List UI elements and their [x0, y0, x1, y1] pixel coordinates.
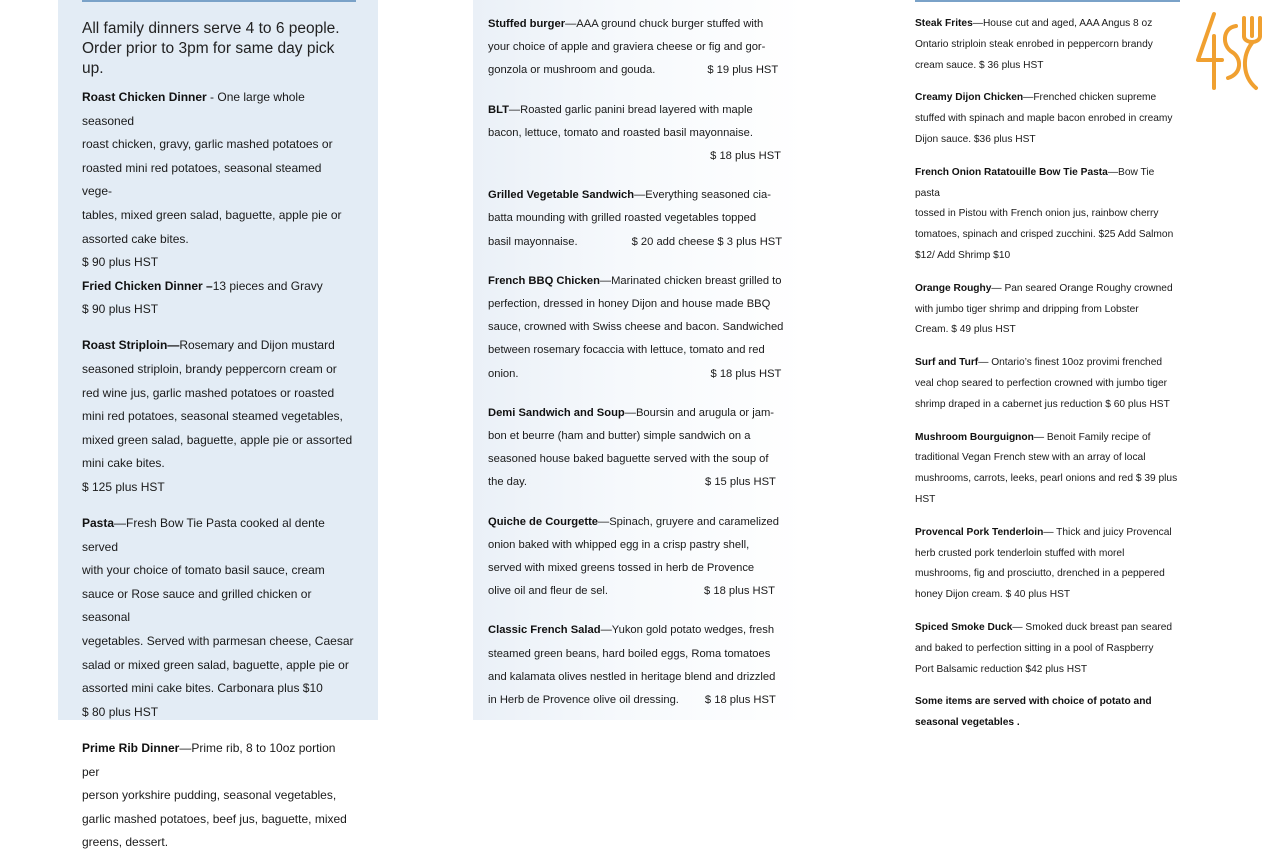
menu-item-roast-chicken-dinner: Roast Chicken Dinner - One large whole seasoned roast chicken, gravy, garlic mashed potatoes or roasted mini red potatoes, seasonal steamed vege- tables, mixed green salad, baguette, apple pie or assorted cake bites. $ 90 plus HST: [82, 90, 342, 270]
menu-item-steak-frites: Steak Frites—House cut and aged, AAA Angus 8 oz Ontario striploin steak enrobed in peppercorn brandy cream sauce. $ 36 plus HST: [915, 18, 1153, 71]
item-name: Stuffed burger: [488, 18, 566, 30]
menu-item-quiche-de-courgette: Quiche de Courgette—Spinach, gruyere and caramelized onion baked with whipped egg in a crisp pastry shell, served with mixed greens tossed in herb de Provence olive oil and fleur de sel. $ 18 plus HST: [488, 515, 779, 598]
fork-spoon-logo-icon: [1192, 10, 1266, 94]
column-top-rule: [915, 0, 1180, 2]
menu-item-roast-striploin: Roast Striploin—Rosemary and Dijon mustard seasoned striploin, brandy peppercorn cream or red wine jus, garlic mashed potatoes or roasted mini red potatoes, seasonal steamed vegetables, mixed green salad, baguette, apple pie or assorted mini cake bites. $ 125 plus HST: [82, 338, 353, 494]
menu-item-stuffed-burger: Stuffed burger—AAA ground chuck burger stuffed with your choice of apple and graviera cheese or fig and gor- gonzola or mushroom and gouda. $ 19 plus HST: [488, 18, 779, 77]
item-price: $ 20 add cheese $ 3 plus HST: [631, 235, 783, 248]
item-name: Fried Chicken Dinner –: [82, 278, 213, 293]
item-name: Classic French Salad: [488, 624, 601, 637]
menu-item-creamy-dijon-chicken: Creamy Dijon Chicken—Frenched chicken supreme stuffed with spinach and maple bacon enrobed in creamy Dijon sauce. $36 plus HST: [915, 92, 1173, 145]
item-name: Prime Rib Dinner: [82, 740, 180, 755]
menu-item-mushroom-bourguignon: Mushroom Bourguignon— Benoit Family recipe of traditional Vegan French stew with an array of local mushrooms, carrots, leeks, pearl onions and red $ 39 plus HST: [915, 431, 1178, 505]
menu-item-blt: BLT—Roasted garlic panini bread layered with maple bacon, lettuce, tomato and roasted basil mayonnaise. $ 18 plus HST: [488, 99, 785, 169]
item-name: Roast Chicken Dinner: [82, 90, 207, 104]
item-price: $ 90 plus HST: [82, 302, 159, 317]
item-price: $ 18 plus HST: [710, 150, 781, 163]
item-price: $ 90 plus HST: [82, 255, 159, 270]
item-name: BLT: [488, 103, 509, 116]
item-name: Creamy Dijon Chicken: [915, 92, 1024, 104]
item-price: $ 18 plus HST: [704, 694, 776, 707]
item-price: $ 15 plus HST: [704, 476, 776, 489]
menu-item-french-onion-ratatouille-pasta: French Onion Ratatouille Bow Tie Pasta—Bow Tie pasta tossed in Pistou with French onion jus, rainbow cherry tomatoes, spinach and crisped zucchini. $25 Add Salmon $12/ Add Shrimp $10: [915, 166, 1174, 261]
intro-line-2: Order prior to 3pm for same day pick up.: [82, 40, 335, 77]
item-name: French Onion Ratatouille Bow Tie Pasta: [915, 166, 1108, 178]
item-price: $ 19 plus HST: [707, 64, 779, 77]
menu-item-fried-chicken-dinner: Fried Chicken Dinner –13 pieces and Gravy $ 90 plus HST: [82, 278, 323, 317]
menu-item-demi-sandwich-and-soup: Demi Sandwich and Soup—Boursin and arugula or jam- bon et beurre (ham and butter) simple sandwich on a seasoned house baked baguette served with the soup of the day. $ 15 plus HST: [488, 406, 776, 489]
sandwiches-salads-column: [473, 0, 803, 720]
item-name: Grilled Vegetable Sandwich: [488, 189, 635, 202]
item-name: Pasta: [82, 516, 115, 531]
menu-item-classic-french-salad: Classic French Salad—Yukon gold potato wedges, fresh steamed green beans, hard boiled eggs, Roma tomatoes and kalamata olives nestled in heritage blend and drizzled in Herb de Provence olive oil dressing. $ 18 plus HST: [488, 624, 776, 707]
menu-item-orange-roughy: Orange Roughy— Pan seared Orange Roughy crowned with jumbo tiger shrimp and dripping from Lobster Cream. $ 49 plus HST: [915, 282, 1173, 336]
menu-item-french-bbq-chicken: French BBQ Chicken—Marinated chicken breast grilled to perfection, dressed in honey Dijon and house made BBQ sauce, crowned with Swiss cheese and bacon. Sandwiched between rosemary focaccia with lettuce, tomato and red onion. $ 18 plus HST: [488, 274, 784, 380]
item-name: Mushroom Bourguignon: [915, 431, 1034, 443]
item-price: $ 80 plus HST: [82, 704, 159, 719]
menu-item-prime-rib-dinner: Prime Rib Dinner—Prime rib, 8 to 10oz portion per person yorkshire pudding, seasonal vegetables, garlic mashed potatoes, beef jus, baguette, mixed greens, dessert.: [82, 740, 347, 850]
intro-line-1: All family dinners serve 4 to 6 people.: [82, 20, 340, 37]
column-top-rule: [82, 0, 356, 2]
item-name: Provencal Pork Tenderloin: [915, 526, 1044, 538]
item-name: Quiche de Courgette: [488, 515, 599, 528]
family-dinners-column: [58, 0, 378, 850]
menu-item-spiced-smoke-duck: Spiced Smoke Duck— Smoked duck breast pan seared and baked to perfection sitting in a pool of Raspberry Port Balsamic reduction $42 plus HST: [915, 621, 1173, 675]
item-name: Demi Sandwich and Soup: [488, 406, 625, 419]
item-name: Spiced Smoke Duck: [915, 621, 1013, 633]
menu-item-provencal-pork-tenderloin: Provencal Pork Tenderloin— Thick and juicy Provencal herb crusted pork tenderloin stuffed with morel mushrooms, fig and prosciutto, drenched in a peppered honey Dijon cream. $ 40 plus HST: [915, 526, 1172, 601]
menu-item-surf-and-turf: Surf and Turf— Ontario’s finest 10oz provimi frenched veal chop seared to perfection crowned with jumbo tiger shrimp draped in a cabernet jus reduction $ 60 plus HST: [915, 357, 1170, 410]
family-dinner-intro: [82, 19, 354, 79]
item-name: French BBQ Chicken: [488, 274, 600, 287]
item-price: $ 125 plus HST: [82, 480, 165, 494]
item-name: Surf and Turf: [915, 357, 979, 369]
item-name: Roast Striploin—: [82, 338, 180, 353]
item-price: $ 18 plus HST: [710, 367, 782, 380]
item-price: $ 18 plus HST: [704, 585, 775, 598]
side-dish-footnote: Some items are served with choice of potato and seasonal vegetables .: [915, 696, 1152, 729]
menu-item-grilled-vegetable-sandwich: Grilled Vegetable Sandwich—Everything seasoned cia- batta mounding with grilled roasted vegetables topped basil mayonnaise. $ 20 add cheese $ 3 plus HST: [488, 189, 783, 248]
entrees-column: [900, 0, 1190, 729]
item-name: Steak Frites: [915, 18, 973, 29]
menu-item-pasta: Pasta—Fresh Bow Tie Pasta cooked al dente served with your choice of tomato basil sauce, cream sauce or Rose sauce and grilled chicken or seasonal vegetables. Served with parmesan cheese, Caesar salad or mixed green salad, baguette, apple pie or assorted mini cake bites. Carbonara plus $10 $ 80 plus HST: [82, 516, 354, 719]
item-name: Orange Roughy: [915, 282, 992, 294]
